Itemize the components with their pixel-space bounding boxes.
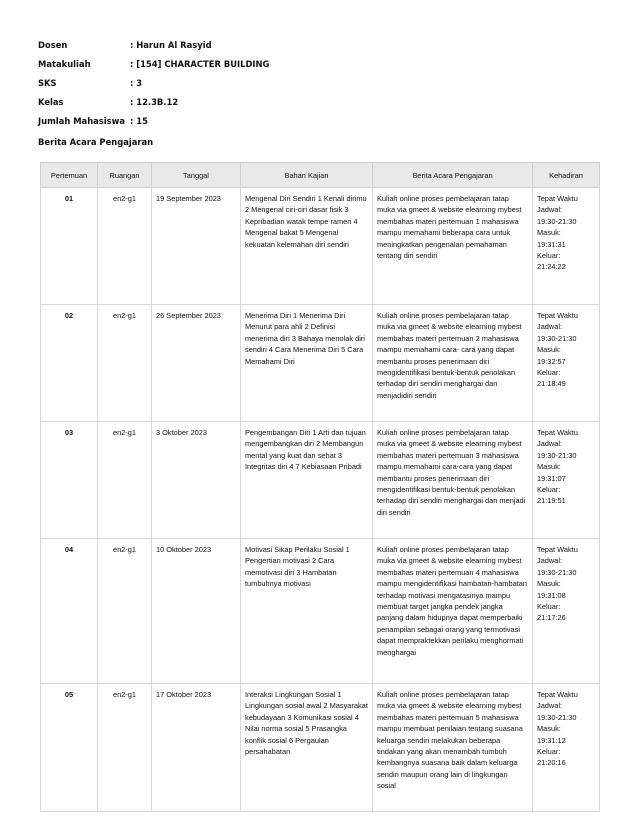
kehadiran-jadwal-label: Jadwal:	[537, 322, 563, 332]
kehadiran-keluar: 21:20:16	[537, 758, 566, 768]
cell-berita-acara: Kuliah online proses pembelajaran tatap muka via gmeet & website elearning mybest membahas materi pertemuan 2 mahasiswa mampu memahami cara- cara yang dapat membantu proses penerimaan diri mengidentifikasi bentuk-bentuk penolakan terhadap diri sendiri menghargai dan menjadidiri sendiri	[373, 305, 533, 422]
kehadiran-masuk-label: Masuk:	[537, 462, 561, 472]
kehadiran-jadwal: 19:30-21:30	[537, 712, 577, 722]
info-label: Matakuliah	[38, 59, 91, 69]
cell-kehadiran	[533, 539, 600, 684]
table-header-row	[41, 163, 600, 188]
info-matakuliah	[38, 59, 269, 78]
cell-tanggal: 17 Oktober 2023	[152, 684, 241, 812]
cell-berita-acara: Kuliah online proses pembelajaran tatap muka via gmeet & website elearning mybest membahas materi pertemuan 3 mahasiswa mampu memahami cara-cara yang dapat membantu proses penerimaan diri mengidentifikasi bentuk-bentuk penolakan terhadap diri sendiri menghargai dan menjadi diri sendiri	[373, 422, 533, 539]
kehadiran-keluar: 21:24:22	[537, 262, 566, 272]
header-pertemuan: Pertemuan	[41, 163, 98, 188]
cell-kehadiran	[533, 188, 600, 305]
table-row	[41, 305, 600, 422]
kehadiran-keluar-label: Keluar:	[537, 747, 561, 757]
kehadiran-jadwal-label: Jadwal:	[537, 439, 563, 449]
cell-pertemuan: 01	[41, 188, 98, 305]
cell-bahan-kajian: Menerima Diri 1 Menerima Diri Menurut para ahli 2 Definisi menerima diri 3 Bahaya menolak diri sendiri 4 Cara Menerima Diri 5 Cara Memahami Diri	[241, 305, 373, 422]
cell-ruangan: en2-g1	[98, 305, 152, 422]
info-value: : [154] CHARACTER BUILDING	[130, 59, 270, 69]
kehadiran-jadwal: 19:30-21:30	[537, 333, 577, 343]
cell-kehadiran	[533, 422, 600, 539]
kehadiran-masuk: 19:31:08	[537, 590, 566, 600]
berita-acara-table	[40, 162, 600, 812]
kehadiran-keluar-label: Keluar:	[537, 251, 561, 261]
cell-kehadiran	[533, 305, 600, 422]
kehadiran-jadwal: 19:30-21:30	[537, 450, 577, 460]
kehadiran-masuk: 19:32:57	[537, 356, 566, 366]
kehadiran-masuk-label: Masuk:	[537, 579, 561, 589]
info-label: Kelas	[38, 97, 64, 107]
cell-ruangan: en2-g1	[98, 188, 152, 305]
info-block	[38, 40, 269, 135]
info-sks	[38, 78, 269, 97]
table-row	[41, 539, 600, 684]
header-kehadiran: Kehadiran	[533, 163, 600, 188]
cell-bahan-kajian: Mengenal Diri Sendiri 1 Kenali dirimu 2 Mengenal ciri-ciri dasar fisik 3 Kepribadian watak tempe ramen 4 Mengenal bakat 5 Mengenal kekuatan kelemahan diri sendiri	[241, 188, 373, 305]
cell-berita-acara: Kuliah online proses pembelajaran tatap muka via gmeet & website elearning mybest membahas materi pertemuan 1 mahasiswa mampu memahami beberapa cara untuk meningkatkan pengenalan pemahaman tentang diri sendiri	[373, 188, 533, 305]
kehadiran-jadwal-label: Jadwal:	[537, 701, 563, 711]
kehadiran-status: Tepat Waktu	[537, 311, 578, 320]
cell-ruangan: en2-g1	[98, 684, 152, 812]
kehadiran-status: Tepat Waktu	[537, 545, 578, 554]
cell-pertemuan: 04	[41, 539, 98, 684]
kehadiran-masuk-label: Masuk:	[537, 724, 561, 734]
cell-ruangan: en2-g1	[98, 422, 152, 539]
kehadiran-jadwal: 19:30-21:30	[537, 567, 577, 577]
kehadiran-status: Tepat Waktu	[537, 194, 578, 203]
info-label: Jumlah Mahasiswa	[38, 116, 126, 126]
info-kelas	[38, 97, 269, 116]
cell-pertemuan: 02	[41, 305, 98, 422]
cell-bahan-kajian: Interaksi Lingkungan Sosial 1 Lingkungan sosial awal 2 Masyarakat kebudayaan 3 Komunikasi sosial 4 Nilai norma sosial 5 Prasangka konflik sosial 6 Pergaulan persahabatan	[241, 684, 373, 812]
kehadiran-keluar: 21:17:26	[537, 613, 566, 623]
header-ruangan: Ruangan	[98, 163, 152, 188]
cell-tanggal: 10 Oktober 2023	[152, 539, 241, 684]
cell-pertemuan: 03	[41, 422, 98, 539]
kehadiran-keluar-label: Keluar:	[537, 485, 561, 495]
kehadiran-status: Tepat Waktu	[537, 690, 578, 699]
info-value: : Harun Al Rasyid	[130, 40, 212, 50]
table-row	[41, 684, 600, 812]
kehadiran-jadwal-label: Jadwal:	[537, 556, 563, 566]
kehadiran-jadwal: 19:30-21:30	[537, 216, 577, 226]
cell-tanggal: 19 September 2023	[152, 188, 241, 305]
kehadiran-status: Tepat Waktu	[537, 428, 578, 437]
cell-berita-acara: Kuliah online proses pembelajaran tatap muka via gmeet & website elearning mybest membahas materi pertemuan 5 mahasiswa mampu membuat penilaian tentang suasana keluarga sendiri melakukan beberapa tindakan yang akan menambah tumbuh kembangnya suasana baik dalam keluarga sendiri maupun orang lain di lingkungan sosial	[373, 684, 533, 812]
cell-pertemuan: 05	[41, 684, 98, 812]
kehadiran-masuk-label: Masuk:	[537, 345, 561, 355]
cell-bahan-kajian: Motivasi Sikap Perilaku Sosial 1 Pengertian motivasi 2 Cara memotivasi diri 3 Hambatan tumbuhnya motivasi	[241, 539, 373, 684]
kehadiran-masuk: 19:31:12	[537, 735, 566, 745]
info-dosen	[38, 40, 269, 59]
header-berita-acara: Berita Acara Pengajaran	[373, 163, 533, 188]
table-row	[41, 422, 600, 539]
info-label: Dosen	[38, 40, 68, 50]
info-value: : 15	[130, 116, 148, 126]
cell-berita-acara: Kuliah online proses pembelajaran tatap muka via gmeet & website elearning mybest membahas materi pertemuan 4 mahasiswa mampu mengidentifikasi hambatan-hambatan terhadap motivasi mengatasinya mampu membuat target jangka pendek jangka panjang dalam hidupnya dapat memperbaiki penampilan sebagai orang yang termotivasi dapat mempraktekkan perilaku menghormati menghargai	[373, 539, 533, 684]
header-tanggal: Tanggal	[152, 163, 241, 188]
cell-bahan-kajian: Pengembangan Diri 1 Arti dan tujuan mengembangkan diri 2 Membangun mental yang kuat dan sehat 3 Integritas diri 4 7 Kebiasaan Pribadi	[241, 422, 373, 539]
info-value: : 12.3B.12	[130, 97, 179, 107]
cell-kehadiran	[533, 684, 600, 812]
section-title: Berita Acara Pengajaran	[38, 137, 154, 147]
info-label: SKS	[38, 78, 57, 88]
kehadiran-jadwal-label: Jadwal:	[537, 205, 563, 215]
kehadiran-keluar: 21:19:51	[537, 496, 566, 506]
kehadiran-masuk: 19:31:07	[537, 473, 566, 483]
cell-ruangan: en2-g1	[98, 539, 152, 684]
kehadiran-keluar-label: Keluar:	[537, 368, 561, 378]
cell-tanggal: 3 Oktober 2023	[152, 422, 241, 539]
table-row	[41, 188, 600, 305]
info-value: : 3	[130, 78, 143, 88]
kehadiran-keluar: 21:18:49	[537, 379, 566, 389]
cell-tanggal: 26 September 2023	[152, 305, 241, 422]
kehadiran-masuk-label: Masuk:	[537, 228, 561, 238]
kehadiran-keluar-label: Keluar:	[537, 602, 561, 612]
kehadiran-masuk: 19:31:31	[537, 239, 566, 249]
header-bahan-kajian: Bahan Kajian	[241, 163, 373, 188]
info-jumlah-mahasiswa	[38, 116, 269, 135]
